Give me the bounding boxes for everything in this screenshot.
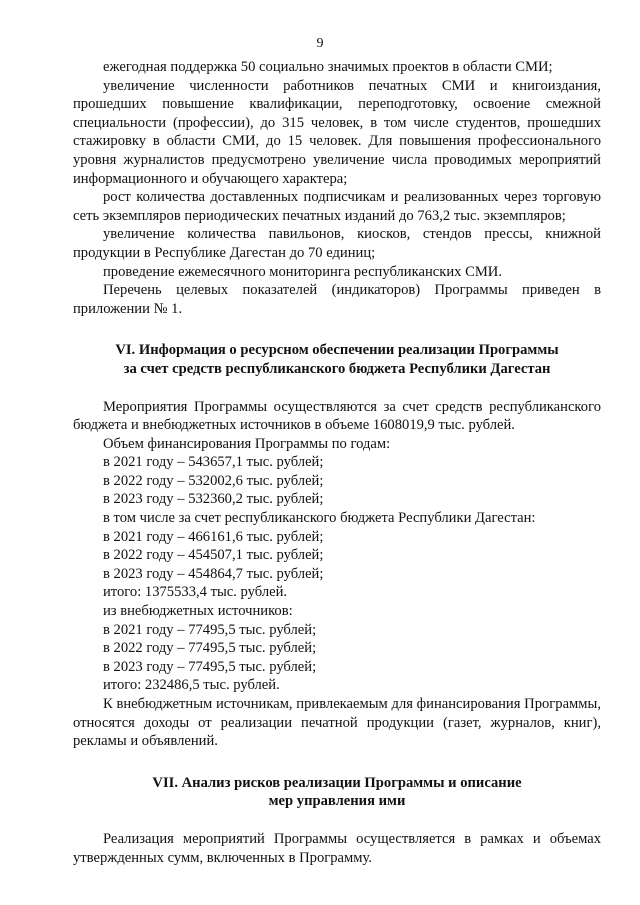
section7-paragraph: Реализация мероприятий Программы осуществляется в рамках и объемах утвержденных сумм, включенных в Программу. [73, 830, 601, 866]
funding-line: в том числе за счет республиканского бюджета Республики Дагестан: [103, 510, 536, 527]
extrabudgetary-paragraph: К внебюджетным источникам, привлекаемым для финансирования Программы, относятся доходы от реализации печатной продукции (газет, журналов, книг), рекламы и объявлений. [73, 696, 601, 750]
funding-line: итого: 232486,5 тыс. рублей. [103, 677, 280, 694]
intro-paragraph: рост количества доставленных подписчикам и реализованных через торговую сеть экземпляров периодических печатных изданий до 763,2 тыс. экземпляров; [73, 189, 601, 224]
funding-line: в 2023 году – 77495,5 тыс. рублей; [103, 658, 317, 675]
funding-line: итого: 1375533,4 тыс. рублей. [103, 584, 288, 601]
funding-line: из внебюджетных источников: [103, 603, 293, 620]
page-number: 9 [316, 36, 324, 51]
section6-heading-line2: за счет средств республиканского бюджета Республики Дагестан [123, 360, 551, 377]
page-content [73, 58, 601, 867]
spacer [73, 379, 601, 398]
section7-heading-line1: VII. Анализ рисков реализации Программы и описание [152, 774, 522, 791]
funding-line: в 2023 году – 454864,7 тыс. рублей; [103, 565, 324, 582]
funding-line: в 2022 году – 454507,1 тыс. рублей; [103, 547, 324, 564]
intro-paragraph: ежегодная поддержка 50 социально значимых проектов в области СМИ; [103, 59, 553, 75]
intro-paragraph: увеличение количества павильонов, киосков, стендов прессы, книжной продукции в Республике Дагестан до 70 единиц; [73, 226, 601, 261]
section7-heading-line2: мер управления ими [268, 793, 406, 810]
spacer [73, 811, 601, 830]
spacer [73, 318, 601, 341]
funding-total-paragraph: Мероприятия Программы осуществляются за счет средств республиканского бюджета и внебюджетных источников в объеме 1608019,9 тыс. рублей. [73, 398, 601, 434]
funding-line: в 2023 году – 532360,2 тыс. рублей; [103, 491, 324, 508]
funding-line: в 2022 году – 77495,5 тыс. рублей; [103, 640, 317, 657]
intro-paragraph: Перечень целевых показателей (индикаторов) Программы приведен в приложении № 1. [73, 282, 601, 317]
intro-paragraph: проведение ежемесячного мониторинга республиканских СМИ. [103, 263, 502, 280]
funding-line: в 2021 году – 77495,5 тыс. рублей; [103, 621, 317, 638]
funding-line: в 2022 году – 532002,6 тыс. рублей; [103, 472, 324, 489]
spacer [73, 751, 601, 774]
intro-paragraph: увеличение численности работников печатных СМИ и книгоиздания, прошедших повышение квалификации, переподготовку, освоение смежной специальности (профессии), до 315 человек, в том числе студентов, прошедших стажировку в области СМИ, до 15 человек. Для повышения профессионального уровня журналистов предусмотрено увеличение числа проводимых мероприятий информационного и обучающего характера; [73, 77, 601, 187]
funding-line: Объем финансирования Программы по годам: [103, 435, 391, 452]
section6-heading-line1: VI. Информация о ресурсном обеспечении реализации Программы [115, 342, 559, 359]
funding-line: в 2021 году – 466161,6 тыс. рублей; [103, 528, 324, 545]
funding-line: в 2021 году – 543657,1 тыс. рублей; [103, 454, 324, 471]
